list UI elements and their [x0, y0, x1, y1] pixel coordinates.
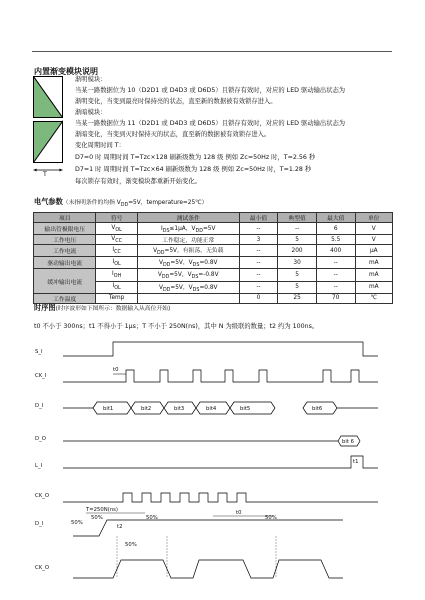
period-line-3: 每次锁存有效时，渐变模块都重新开始变化。: [75, 178, 201, 185]
table-header-row: [34, 213, 393, 223]
min-cell: 3: [239, 235, 278, 245]
typ-cell: 5: [278, 269, 317, 281]
table-row: [34, 235, 393, 245]
typ-cell: 5: [278, 281, 317, 293]
typ-cell: 5: [278, 235, 317, 245]
fade-out-line-2: 渐暗变化，当变到灭时保持灭的状态，直至新的数据被有效锁存进入。: [75, 131, 271, 138]
typ-cell: 200: [278, 245, 317, 257]
timing-diagram: [33, 338, 393, 600]
symbol-cell: $V_{CC}$: [96, 235, 137, 245]
fade-in-title: 渐明模块：: [75, 76, 107, 83]
table-row: [34, 269, 393, 281]
electrical-subtitle-sub: DD: [120, 203, 129, 209]
electrical-subtitle: [62, 200, 208, 209]
table-header-cell: 测试条件: [137, 213, 239, 223]
period-T-label: T=250N(ns): [86, 507, 118, 513]
signal-label-2: D_I: [35, 403, 44, 409]
unit-cell: ℃: [355, 293, 392, 303]
fade-in-line-1: 当某一路数据位为 10（D2D1 或 D4D3 或 D6D5）且锁存有效时，对应的 LED 驱动输出状态为: [75, 87, 346, 94]
symbol-cell: $I_{OH}$: [96, 269, 137, 281]
pct-label-3: 50%: [146, 515, 158, 521]
condition-cell: $V_{DD}=5V$，$V_{DS}=0.8V$: [137, 281, 239, 293]
param-cell: 驱动输出电流: [34, 257, 96, 269]
period-label: T: [43, 171, 47, 178]
condition-cell: $V_{DD}=5V$，$V_{DS}=-0.8V$: [137, 269, 239, 281]
d-o-bit-label: bit 6: [342, 439, 354, 445]
table-header-cell: 单位: [355, 213, 392, 223]
unit-cell: mA: [355, 257, 392, 269]
s-i-wave: [63, 342, 378, 356]
ck-i-wave: [63, 370, 378, 382]
d-i-bit-label: bit3: [174, 406, 185, 412]
min-cell: --: [239, 281, 278, 293]
min-cell: --: [239, 257, 278, 269]
unit-cell: V: [355, 235, 392, 245]
d-i-bit-label: bit4: [206, 406, 217, 412]
unit-cell: mA: [355, 269, 392, 281]
t0-label-2: t0: [236, 510, 242, 516]
param-cell: 工作电压: [34, 235, 96, 245]
signal-label-7: CK_O: [35, 565, 49, 571]
electrical-subtitle-b: =5V，temperature=25℃）: [128, 200, 208, 206]
condition-cell: $V_{DD}=5V$，有振荡，无负载: [137, 245, 239, 257]
table-row: [34, 293, 393, 303]
unit-cell: μA: [355, 245, 392, 257]
t1-label: t1: [353, 459, 359, 465]
section-title: 内置渐变模块说明: [34, 67, 98, 76]
typ-cell: --: [278, 223, 317, 235]
max-cell: 6: [316, 223, 355, 235]
pct-label-5: 50%: [125, 542, 137, 548]
symbol-cell: Temp: [96, 293, 137, 303]
min-cell: --: [239, 245, 278, 257]
symbol-cell: $I_{OL}$: [96, 281, 137, 293]
ck-o-detail-wave: [73, 560, 343, 578]
signal-label-5: CK_O: [35, 493, 49, 499]
max-cell: --: [316, 281, 355, 293]
electrical-table: [33, 212, 393, 304]
signal-label-1: CK_I: [35, 373, 47, 379]
table-header-cell: 最大值: [316, 213, 355, 223]
fade-diagram: [33, 76, 65, 178]
signal-label-0: S_I: [35, 349, 43, 355]
symbol-cell: $V_{OL}$: [96, 223, 137, 235]
condition-cell: $V_{DD}=5V$，$V_{DS}=0.8V$: [137, 257, 239, 269]
electrical-title-text: 电气参数: [34, 197, 63, 206]
symbol-cell: $I_{OL}$: [96, 257, 137, 269]
d-i-bit-label: bit1: [103, 406, 114, 412]
condition-cell: 工作稳定，功能正常: [137, 235, 239, 245]
electrical-title: [34, 197, 207, 208]
table-row: [34, 257, 393, 269]
min-cell: --: [239, 223, 278, 235]
table-body: [34, 223, 393, 304]
table-header-cell: 项目: [34, 213, 96, 223]
param-cell: 输出管极限电压: [34, 223, 96, 235]
table-header-cell: 最小值: [239, 213, 278, 223]
min-cell: --: [239, 269, 278, 281]
period-title: 变化周期时间 T：: [75, 142, 125, 149]
fade-in-line-2: 渐明变化，当变到最亮时保持亮的状态，直至新的数据被有效锁存进入。: [75, 98, 277, 105]
unit-cell: mA: [355, 281, 392, 293]
d-i-bit-label: bit5: [240, 406, 251, 412]
electrical-subtitle-a: （未指明条件的均指 V: [62, 200, 121, 206]
param-cell: 工作电流: [34, 245, 96, 257]
timing-subtitle: (时序波形如下图所示：数据输入从高位开始): [55, 306, 171, 312]
max-cell: --: [316, 269, 355, 281]
ck-o-wave: [63, 493, 378, 502]
table-header-cell: 典型值: [278, 213, 317, 223]
unit-cell: V: [355, 223, 392, 235]
pct-label-4: 50%: [265, 515, 277, 521]
max-cell: 5.5: [316, 235, 355, 245]
typ-cell: 30: [278, 257, 317, 269]
period-line-1: D7=0 时 周期时间 T=Tzc×128 刷新级数为 128 级 例如 Zc=50Hz 时，T=2.56 秒: [75, 154, 316, 161]
param-cell: 缓冲输出电流: [34, 269, 96, 293]
fade-out-title: 渐暗模块：: [75, 109, 107, 116]
max-cell: 70: [316, 293, 355, 303]
timing-note: t0 不小于 300ns；t1 不得小于 1μs；T 不小于 250N(ns)，其中 N 为级联的数量；t2 约为 100ns。: [34, 323, 319, 330]
signal-label-3: D_O: [35, 436, 46, 442]
top-rule: [32, 51, 392, 52]
table-header-cell: 符号: [96, 213, 137, 223]
l-i-wave: [63, 456, 378, 468]
pct-label-1: 50%: [71, 520, 83, 526]
signal-label-4: L_I: [35, 463, 43, 469]
d-i-detail-wave: [73, 520, 343, 536]
t2-label: t2: [117, 524, 123, 530]
d-i-bit: [230, 402, 275, 414]
param-cell: 工作温度: [34, 293, 96, 303]
symbol-cell: $I_{CC}$: [96, 245, 137, 257]
fade-out-line-1: 当某一路数据位为 11（D2D1 或 D4D3 或 D6D5）且锁存有效时，对应的 LED 驱动输出状态为: [75, 120, 346, 127]
table-row: [34, 223, 393, 235]
condition-cell: [137, 293, 239, 303]
pct-label-2: 50%: [91, 515, 103, 521]
table-row: [34, 245, 393, 257]
max-cell: 400: [316, 245, 355, 257]
typ-cell: 25: [278, 293, 317, 303]
condition-cell: $I_{DS}\le 1\mu A$，$V_{DD}=5V$: [137, 223, 239, 235]
d-i-bit6-label: bit6: [312, 406, 323, 412]
t0-label: t0: [113, 367, 119, 373]
timing-title-text: 时序图: [34, 303, 56, 312]
period-line-2: D7=1 时 周期时间 T=Tzc×64 刷新级数为 128 级 例如 Zc=50Hz 时，T=1.28 秒: [75, 166, 312, 173]
timing-title: [34, 303, 170, 313]
d-i-bit-label: bit2: [141, 406, 152, 412]
min-cell: 0: [239, 293, 278, 303]
signal-label-6: D_I: [35, 521, 44, 527]
max-cell: --: [316, 257, 355, 269]
